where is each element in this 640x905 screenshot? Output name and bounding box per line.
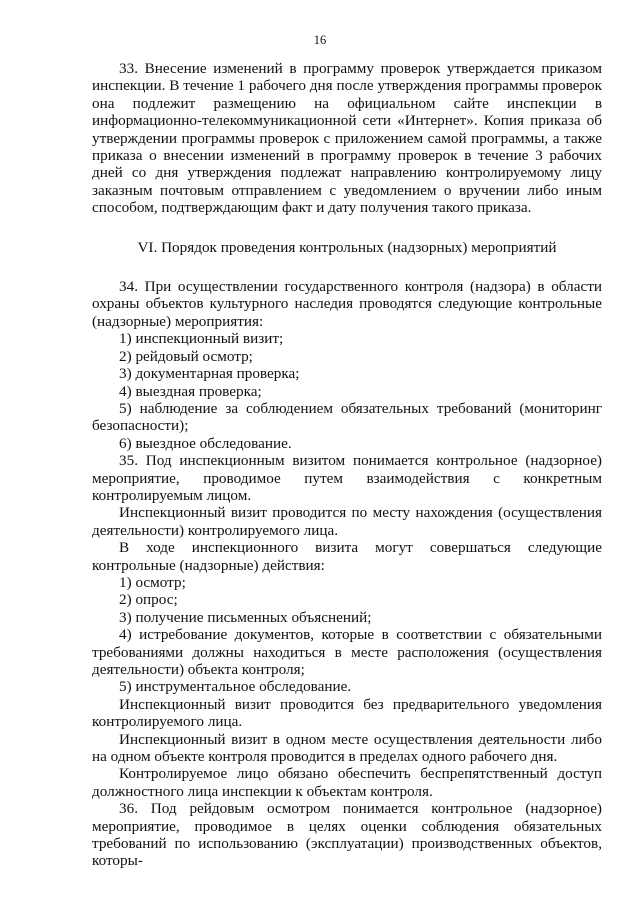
paragraph-34: 34. При осуществлении государственного контроля (надзора) в области охраны объектов культурного наследия проводятся следующие контрольные (надзорные) мероприятия: [92, 278, 602, 330]
paragraph-35: 35. Под инспекционным визитом понимается контрольное (надзорное) мероприятие, проводимое путем взаимодействия с конкретным контролируемым лицом. [92, 452, 602, 504]
paragraph: Инспекционный визит проводится по месту нахождения (осуществления деятельности) контролируемого лица. [92, 504, 602, 539]
list-item: 6) выездное обследование. [119, 434, 292, 452]
list-item: 1) осмотр; [119, 573, 186, 591]
paragraph-33: 33. Внесение изменений в программу проверок утверждается приказом инспекции. В течение 1 рабочего дня после утверждения программы проверок она подлежит размещению на официальном сайте инспекции в информационно-телекоммуникационной сети «Интернет». Копия приказа об утверждении программы проверок с приложением самой программы, а также приказа о внесении изменений в программу проверок в течение 3 рабочих дней со дня утверждения подлежат направлению контролируемому лицу заказным почтовым отправлением с уведомлением о вручении либо иным способом, подтверждающим факт и дату получения такого приказа. [92, 60, 602, 217]
paragraph: Контролируемое лицо обязано обеспечить беспрепятственный доступ должностного лица инспекции к объектам контроля. [92, 765, 602, 800]
paragraph-36: 36. Под рейдовым осмотром понимается контрольное (надзорное) мероприятие, проводимое в целях оценки соблюдения обязательных требований по использованию (эксплуатации) производственных объектов, которы- [92, 800, 602, 870]
page-number: 16 [313, 33, 327, 47]
list-item: 2) рейдовый осмотр; [119, 347, 253, 365]
paragraph: В ходе инспекционного визита могут совершаться следующие контрольные (надзорные) действия: [92, 539, 602, 574]
list-item: 4) выездная проверка; [119, 382, 262, 400]
list-item: 3) документарная проверка; [119, 365, 300, 383]
list-item: 1) инспекционный визит; [119, 330, 284, 348]
section-heading-vi: VI. Порядок проведения контрольных (надзорных) мероприятий [137, 238, 557, 256]
document-body [92, 60, 602, 870]
paragraph: Инспекционный визит проводится без предварительного уведомления контролируемого лица. [92, 695, 602, 731]
list-item: 5) наблюдение за соблюдением обязательных требований (мониторинг безопасности); [92, 399, 602, 435]
list-item: 3) получение письменных объяснений; [119, 608, 372, 626]
list-item: 5) инструментальное обследование. [119, 678, 352, 696]
list-item: 4) истребование документов, которые в соответствии с обязательными требованиями должны находиться в месте расположения (осуществления деятельности) объекта контроля; [92, 626, 602, 678]
paragraph: Инспекционный визит в одном месте осуществления деятельности либо на одном объекте контроля проводится в пределах одного рабочего дня. [92, 730, 602, 766]
list-item: 2) опрос; [119, 591, 178, 609]
